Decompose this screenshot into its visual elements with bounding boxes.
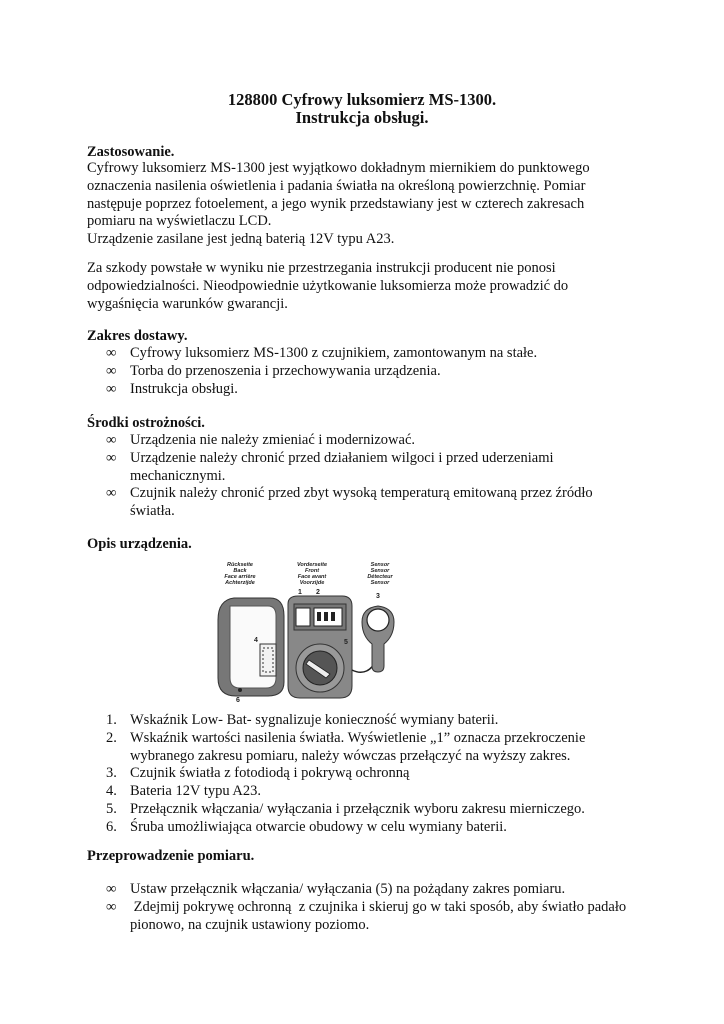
list-item-text: Czujnik należy chronić przed zbyt wysoką temperaturą emitowaną przez źródło <box>130 485 593 502</box>
bullet-symbol: ∞ <box>106 881 117 897</box>
list-item <box>87 432 647 450</box>
list-number: 5. <box>106 800 117 817</box>
text-line: wygaśnięcia warunków gwarancji. <box>87 295 288 312</box>
callout-6: 6 <box>236 697 240 704</box>
heading-przeprowadzenie-pomiaru: Przeprowadzenie pomiaru. <box>87 848 255 864</box>
list-item <box>87 765 647 783</box>
list-item-text: mechanicznymi. <box>130 467 226 484</box>
heading-srodki-ostroznosci: Środki ostrożności. <box>87 415 205 431</box>
list-przeprowadzenie-pomiaru <box>87 881 647 934</box>
heading-zakres-dostawy: Zakres dostawy. <box>87 328 188 344</box>
list-item-text: Urządzenie należy chronić przed działaniem wilgoci i przed uderzeniami <box>130 449 554 466</box>
list-item-text: Zdejmij pokrywę ochronną z czujnika i skieruj go w taki sposób, aby światło padało <box>130 898 627 915</box>
callout-3: 3 <box>376 593 380 600</box>
list-item-text: pionowo, na czujnik ustawiony poziomo. <box>130 916 370 933</box>
heading-zastosowanie: Zastosowanie. <box>87 144 175 160</box>
bullet-symbol: ∞ <box>106 362 117 379</box>
text-line: pomiaru na wyświetlaczu LCD. <box>87 213 272 230</box>
list-srodki-ostroznosci <box>87 432 647 521</box>
list-item-text: Cyfrowy luksomierz MS-1300 z czujnikiem, zamontowanym na stałe. <box>130 345 538 361</box>
list-item <box>87 345 647 363</box>
list-item-text: Ustaw przełącznik włączania/ wyłączania (5) na pożądany zakres pomiaru. <box>130 881 566 897</box>
text-line: Cyfrowy luksomierz MS-1300 jest wyjątkowo dokładnym miernikiem do punktowego <box>87 160 590 176</box>
list-item <box>87 730 647 766</box>
paragraph-warning <box>87 260 647 313</box>
list-opis-urzadzenia <box>87 712 647 837</box>
list-item <box>87 712 647 730</box>
list-item-text: Śruba umożliwiająca otwarcie obudowy w celu wymiany baterii. <box>130 818 507 835</box>
list-item-text: Przełącznik włączania/ wyłączania i przełącznik wyboru zakresu mierniczego. <box>130 800 585 817</box>
device-figure <box>210 560 410 708</box>
device-back-view <box>218 598 284 696</box>
list-item <box>87 363 647 381</box>
list-zakres-dostawy <box>87 345 647 398</box>
list-item-text: Torba do przenoszenia i przechowywania urządzenia. <box>130 362 441 379</box>
label-front: Vorderseite Front Face avant Voorzijde <box>296 562 328 586</box>
sensor-view <box>362 606 394 672</box>
text-line: Urządzenie zasilane jest jedną baterią 12V typu A23. <box>87 231 395 248</box>
paragraph-zastosowanie <box>87 160 647 249</box>
bullet-symbol: ∞ <box>106 898 117 915</box>
list-item <box>87 485 647 521</box>
device-front-view <box>288 596 352 698</box>
callout-5: 5 <box>344 639 348 646</box>
list-item-text: Czujnik światła z fotodiodą i pokrywą ochronną <box>130 765 410 782</box>
list-number: 2. <box>106 729 117 746</box>
list-item <box>87 899 647 935</box>
label-back: Rückseite Back Face arrière Achterzijde <box>224 562 256 586</box>
list-item-text: Wskaźnik wartości nasilenia światła. Wyświetlenie „1” oznacza przekroczenie <box>130 729 586 746</box>
callout-2: 2 <box>316 589 320 596</box>
document-subtitle: Instrukcja obsługi. <box>295 108 429 127</box>
text-line: następuje poprzez fotoelement, a jego wynik przedstawiany jest w czterech zakresach <box>87 195 585 212</box>
list-item <box>87 783 647 801</box>
list-item <box>87 881 647 899</box>
list-item <box>87 450 647 486</box>
bullet-symbol: ∞ <box>106 380 117 397</box>
list-item-text: światła. <box>130 503 175 520</box>
text-line: odpowiedzialności. Nieodpowiednie użytkowanie luksomierza może prowadzić do <box>87 277 569 294</box>
bullet-symbol: ∞ <box>106 449 117 466</box>
bullet-symbol: ∞ <box>106 485 117 502</box>
device-drawing <box>210 560 410 708</box>
list-item-text: Urządzenia nie należy zmieniać i modernizować. <box>130 432 416 448</box>
heading-opis-urzadzenia: Opis urządzenia. <box>87 536 192 552</box>
document-title: 128800 Cyfrowy luksomierz MS-1300. <box>227 90 497 109</box>
callout-1: 1 <box>298 589 302 596</box>
list-number: 3. <box>106 765 117 782</box>
text-line: Za szkody powstałe w wyniku nie przestrzegania instrukcji producent nie ponosi <box>87 260 556 276</box>
bullet-symbol: ∞ <box>106 345 117 361</box>
text-line: oznaczenia nasilenia oświetlenia i padania światła na określoną powierzchnię. Pomiar <box>87 177 586 194</box>
list-item-text: Wskaźnik Low- Bat- sygnalizuje konieczność wymiany baterii. <box>130 712 499 728</box>
label-sensor: Sensor Sensor Détecteur Sensor <box>367 562 393 586</box>
list-item <box>87 381 647 399</box>
list-number: 1. <box>106 712 117 728</box>
list-item-text: wybranego zakresu pomiaru, należy wówczas przełączyć na wyższy zakres. <box>130 747 571 764</box>
list-number: 4. <box>106 783 117 800</box>
list-item-text: Instrukcja obsługi. <box>130 380 238 397</box>
list-item-text: Bateria 12V typu A23. <box>130 783 262 800</box>
list-item <box>87 801 647 819</box>
list-number: 6. <box>106 818 117 835</box>
callout-4: 4 <box>254 637 258 644</box>
bullet-symbol: ∞ <box>106 432 117 448</box>
list-item <box>87 819 647 837</box>
